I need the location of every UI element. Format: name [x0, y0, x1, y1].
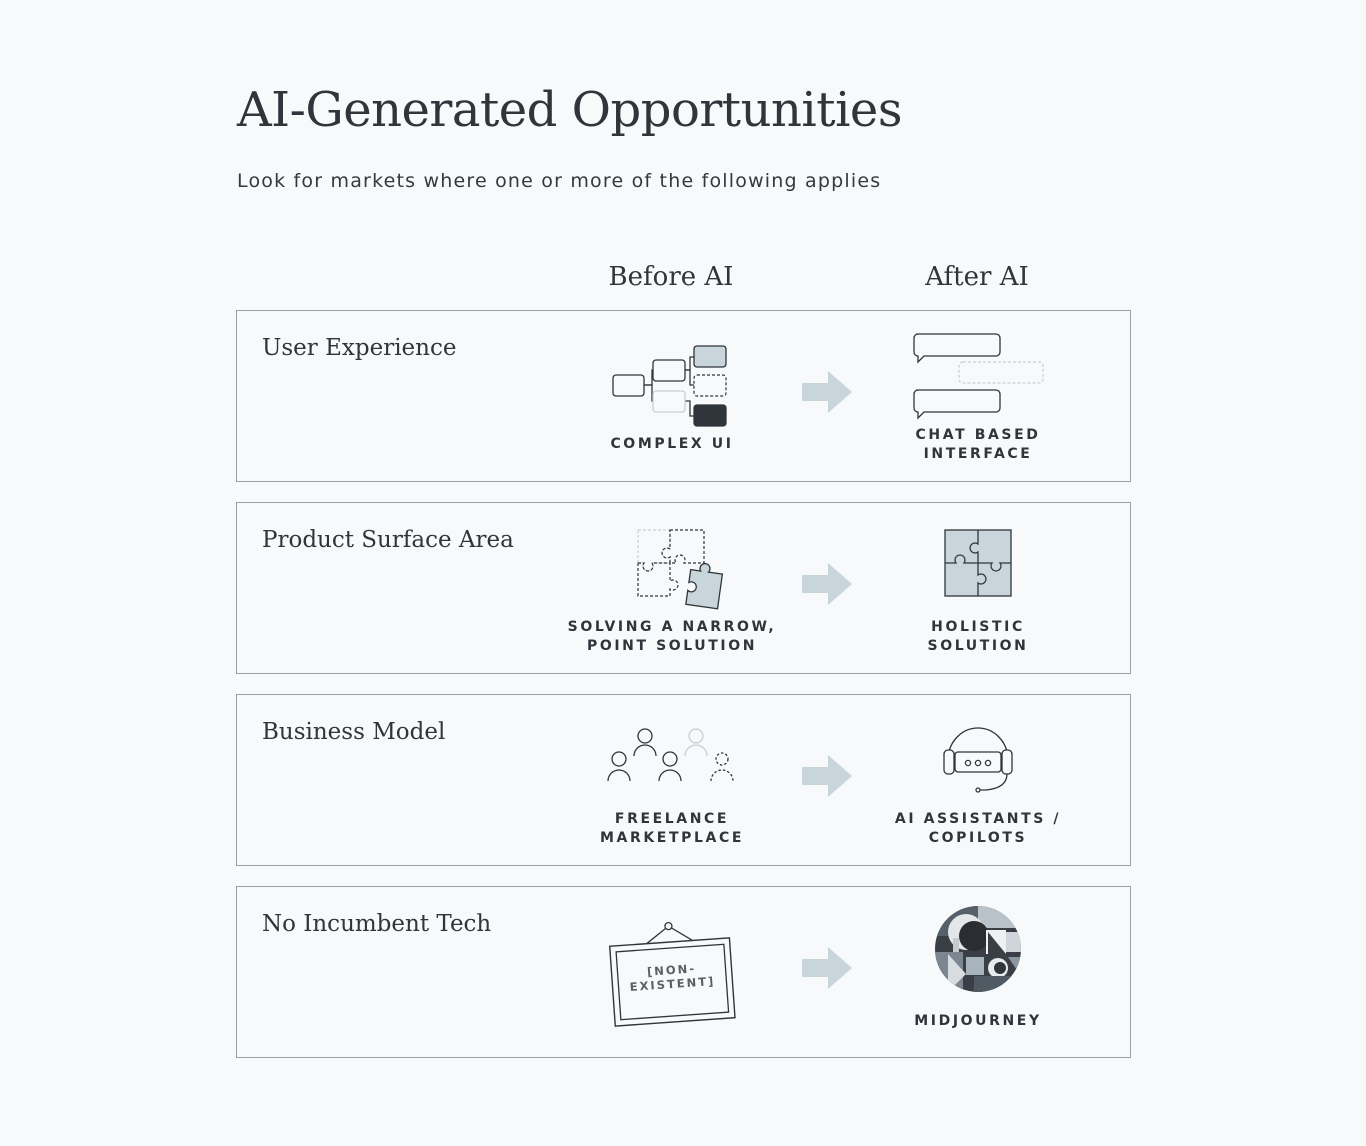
row-business-model	[236, 694, 1131, 866]
after-cell	[858, 503, 1098, 673]
row-label: Product Surface Area	[262, 527, 514, 553]
midjourney-logo-icon	[858, 902, 1098, 997]
column-header-after: After AI	[925, 262, 1029, 292]
after-caption: HOLISTIC SOLUTION	[927, 619, 1029, 654]
after-caption: MIDJOURNEY	[914, 1013, 1042, 1029]
before-caption: SOLVING A NARROW, POINT SOLUTION	[567, 619, 777, 654]
after-caption: CHAT BASED INTERFACE	[915, 427, 1041, 462]
chat-bubbles-icon	[858, 325, 1098, 425]
column-header-before: Before AI	[608, 262, 734, 292]
row-label: No Incumbent Tech	[262, 911, 492, 937]
row-label: User Experience	[262, 335, 457, 361]
after-cell	[858, 311, 1098, 481]
arrow-right-icon	[802, 755, 854, 797]
complex-ui-icon	[552, 329, 792, 429]
row-label: Business Model	[262, 719, 446, 745]
after-caption: AI ASSISTANTS / COPILOTS	[894, 811, 1062, 846]
arrow-right-icon	[802, 371, 854, 413]
page-subtitle: Look for markets where one or more of the following applies	[237, 170, 882, 192]
headset-icon	[858, 720, 1098, 800]
arrow-right-icon	[802, 563, 854, 605]
complete-puzzle-icon	[858, 523, 1098, 613]
before-cell	[552, 311, 792, 481]
row-product-surface-area	[236, 502, 1131, 674]
before-caption: FREELANCE MARKETPLACE	[600, 811, 744, 846]
row-no-incumbent-tech	[236, 886, 1131, 1058]
before-cell	[552, 887, 792, 1057]
people-group-icon	[552, 720, 792, 790]
before-cell	[552, 503, 792, 673]
after-cell	[858, 695, 1098, 865]
page-title: AI-Generated Opportunities	[237, 82, 902, 138]
before-caption: COMPLEX UI	[610, 436, 734, 452]
row-user-experience	[236, 310, 1131, 482]
arrow-right-icon	[802, 947, 854, 989]
after-cell	[858, 887, 1098, 1057]
scattered-puzzle-icon	[552, 523, 792, 613]
sign-text: [NON- EXISTENT]	[629, 961, 716, 994]
before-cell	[552, 695, 792, 865]
